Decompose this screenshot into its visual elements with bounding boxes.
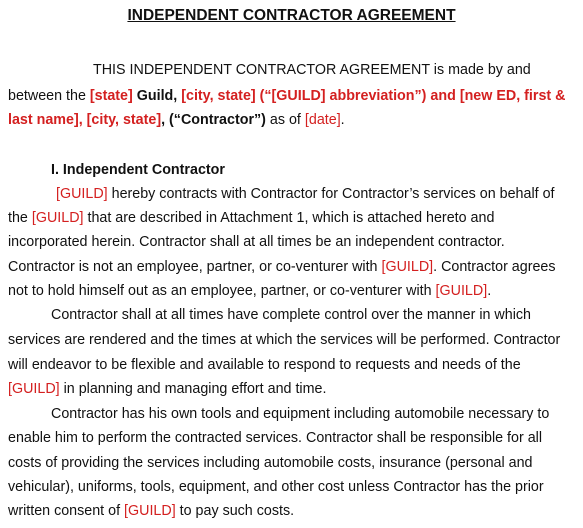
intro-line-3 — [8, 110, 345, 130]
placeholder-new-ed-name: [new ED, first & — [459, 88, 566, 104]
placeholder-city-state: [city, state] — [181, 88, 256, 104]
placeholder-guild: [GUILD] — [381, 259, 434, 275]
body-text: in planning and managing effort and time. — [59, 381, 327, 397]
placeholder-guild: [GUILD] — [8, 381, 60, 397]
placeholder-guild: [GUILD] — [124, 503, 176, 519]
placeholder-state: [state] — [89, 88, 133, 104]
intro-line-1 — [93, 60, 531, 80]
body-text: the — [8, 210, 32, 226]
placeholder-guild: [GUILD] — [435, 283, 488, 299]
intro-text: , — [161, 112, 170, 128]
p1-line-4 — [8, 257, 556, 277]
body-text: . — [487, 283, 492, 299]
body-text: that are described in Attachment 1, which is attached hereto and — [83, 210, 495, 226]
placeholder-date: [date] — [304, 112, 341, 128]
intro-text: between the — [8, 88, 90, 104]
p3-line-4: vehicular), uniforms, tools, equipment, and other cost unless Contractor has the prior — [8, 479, 544, 495]
p2-line-3: will endeavor to be flexible and available to respond to requests and needs of the — [8, 357, 521, 373]
placeholder-guild: [GUILD] — [56, 186, 108, 202]
section-heading: I. Independent Contractor — [51, 162, 225, 178]
intro-text: . — [340, 112, 345, 128]
p3-line-1: Contractor has his own tools and equipment including automobile necessary to — [51, 406, 550, 422]
intro-text: (“ — [255, 88, 272, 104]
intro-text: Guild, — [132, 88, 182, 104]
body-text: hereby contracts with Contractor for Contractor’s services on behalf of — [107, 186, 555, 202]
p1-line-1 — [56, 184, 555, 204]
contractor-defined-term: (“Contractor”) — [169, 112, 266, 128]
placeholder-guild-abbreviation: [GUILD] abbreviation — [271, 88, 415, 104]
p3-line-5 — [8, 501, 294, 521]
intro-line-2 — [8, 86, 565, 106]
body-text: Contractor is not an employee, partner, or co-venturer with — [8, 259, 382, 275]
p1-line-3: incorporated herein. Contractor shall at all times be an independent contractor. — [8, 234, 505, 250]
intro-text: as of — [265, 112, 305, 128]
p1-line-5 — [8, 281, 491, 301]
body-text: . Contractor agrees — [433, 259, 556, 275]
p2-line-2: services are rendered and the times at which the services will be performed. Contractor — [8, 332, 561, 348]
p3-line-2: enable him to perform the contracted services. Contractor shall be responsible for all — [8, 430, 543, 446]
placeholder-guild: [GUILD] — [31, 210, 84, 226]
document-title: INDEPENDENT CONTRACTOR AGREEMENT — [127, 7, 456, 24]
p1-line-2 — [8, 208, 494, 228]
placeholder-name-city-state: last name], [city, state] — [8, 112, 162, 128]
p2-line-1: Contractor shall at all times have complete control over the manner in which — [51, 307, 531, 323]
body-text: to pay such costs. — [175, 503, 295, 519]
body-text: not to hold himself out as an employee, partner, or co-venturer with — [8, 283, 436, 299]
intro-text: ”) and — [414, 88, 460, 104]
p3-line-3: costs of providing the services including automobile costs, insurance (personal and — [8, 455, 533, 471]
body-text: written consent of — [8, 503, 125, 519]
p2-line-4 — [8, 379, 326, 399]
intro-text: THIS INDEPENDENT CONTRACTOR AGREEMENT is made by and — [93, 62, 531, 78]
